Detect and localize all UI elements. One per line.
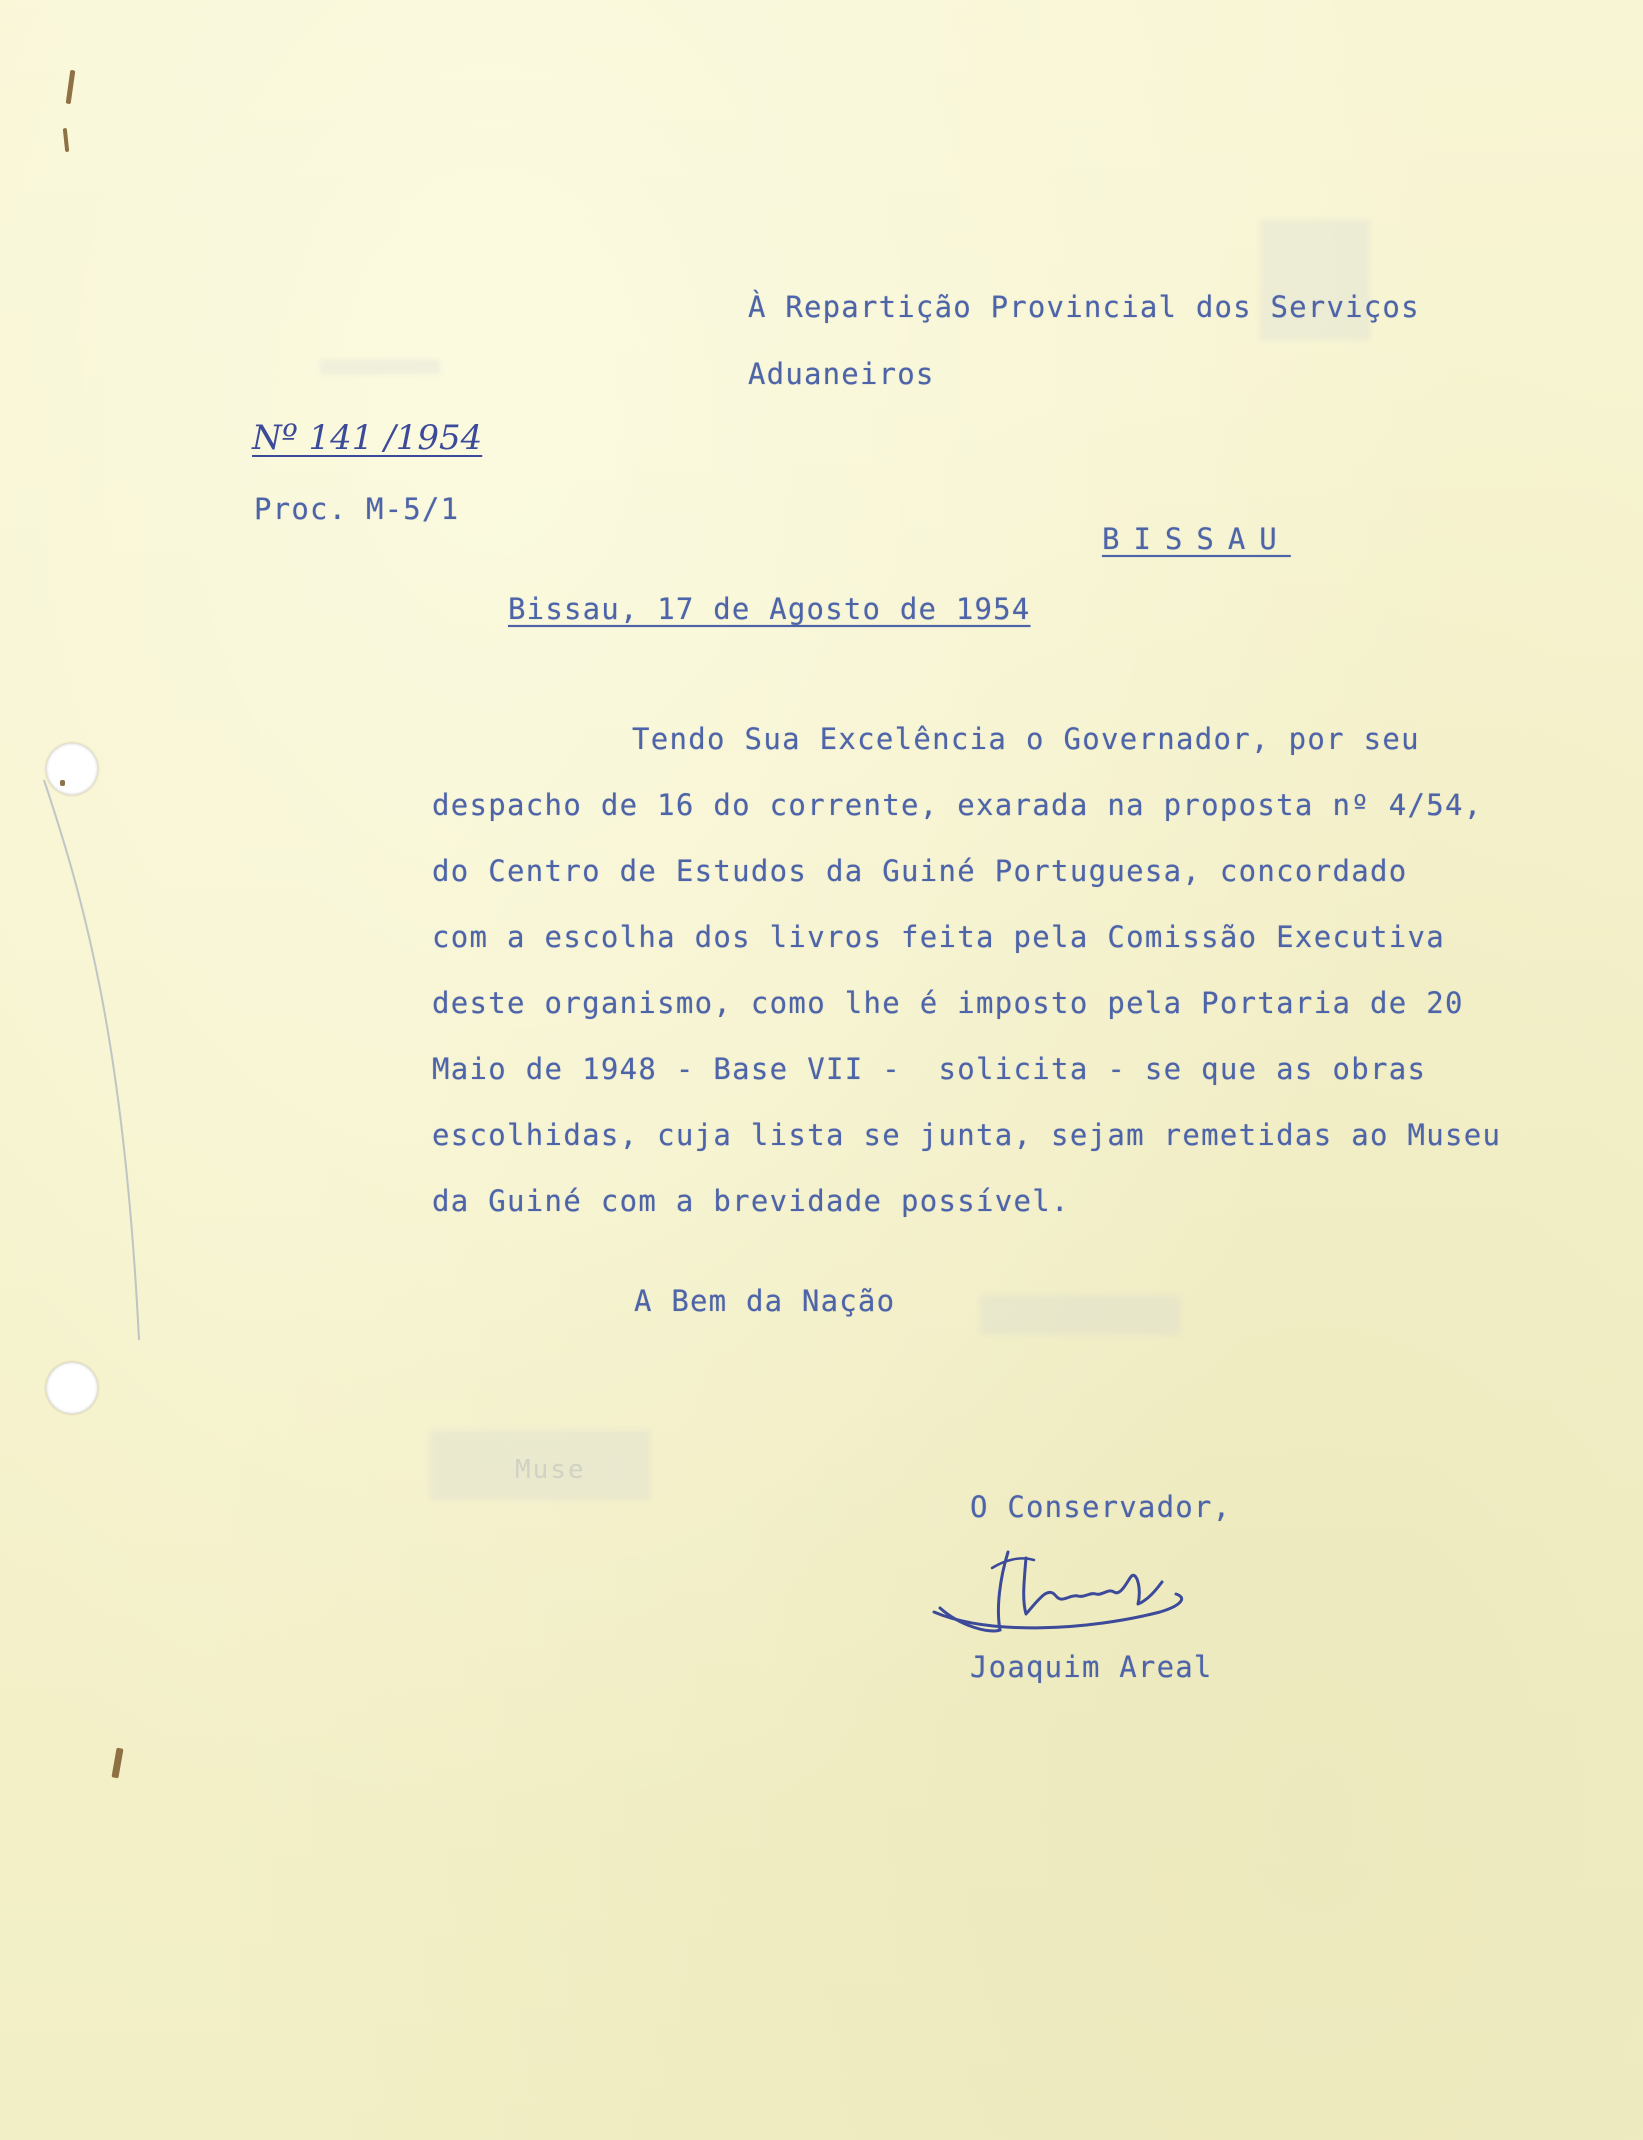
faded-stamp: Muse xyxy=(515,1455,586,1485)
body-line: com a escolha dos livros feita pela Comissão Executiva xyxy=(432,920,1446,954)
body-line: despacho de 16 do corrente, exarada na proposta nº 4/54, xyxy=(432,788,1483,822)
signatory-name: Joaquim Areal xyxy=(970,1650,1213,1684)
rust-mark xyxy=(111,1748,123,1779)
handwritten-signature xyxy=(930,1538,1230,1648)
addressee-line-1: À Repartição Provincial dos Serviços xyxy=(748,290,1420,324)
signatory-title: O Conservador, xyxy=(970,1490,1232,1524)
process-reference: Proc. M-5/1 xyxy=(254,492,460,526)
punch-hole-bottom xyxy=(46,1362,98,1414)
pencil-fold-line xyxy=(24,780,144,1340)
body-line: Tendo Sua Excelência o Governador, por seu xyxy=(632,722,1420,756)
rust-mark xyxy=(66,70,76,104)
rust-mark xyxy=(63,128,69,152)
closing-salutation: A Bem da Nação xyxy=(634,1284,896,1318)
body-line: escolhidas, cuja lista se junta, sejam remetidas ao Museu xyxy=(432,1118,1502,1152)
body-line: do Centro de Estudos da Guiné Portuguesa, concordado xyxy=(432,854,1408,888)
body-line: deste organismo, como lhe é imposto pela Portaria de 20 xyxy=(432,986,1464,1020)
body-line: Maio de 1948 - Base VII - solicita - se que as obras xyxy=(432,1052,1427,1086)
reference-number: Nº 141 /1954 xyxy=(252,418,483,458)
body-line: da Guiné com a brevidade possível. xyxy=(432,1184,1070,1218)
paper-blotch xyxy=(980,1295,1180,1335)
paper-blotch xyxy=(320,360,440,374)
city-header: BISSAU xyxy=(1102,522,1291,556)
date-line: Bissau, 17 de Agosto de 1954 xyxy=(508,592,1031,626)
addressee-line-2: Aduaneiros xyxy=(748,357,935,391)
